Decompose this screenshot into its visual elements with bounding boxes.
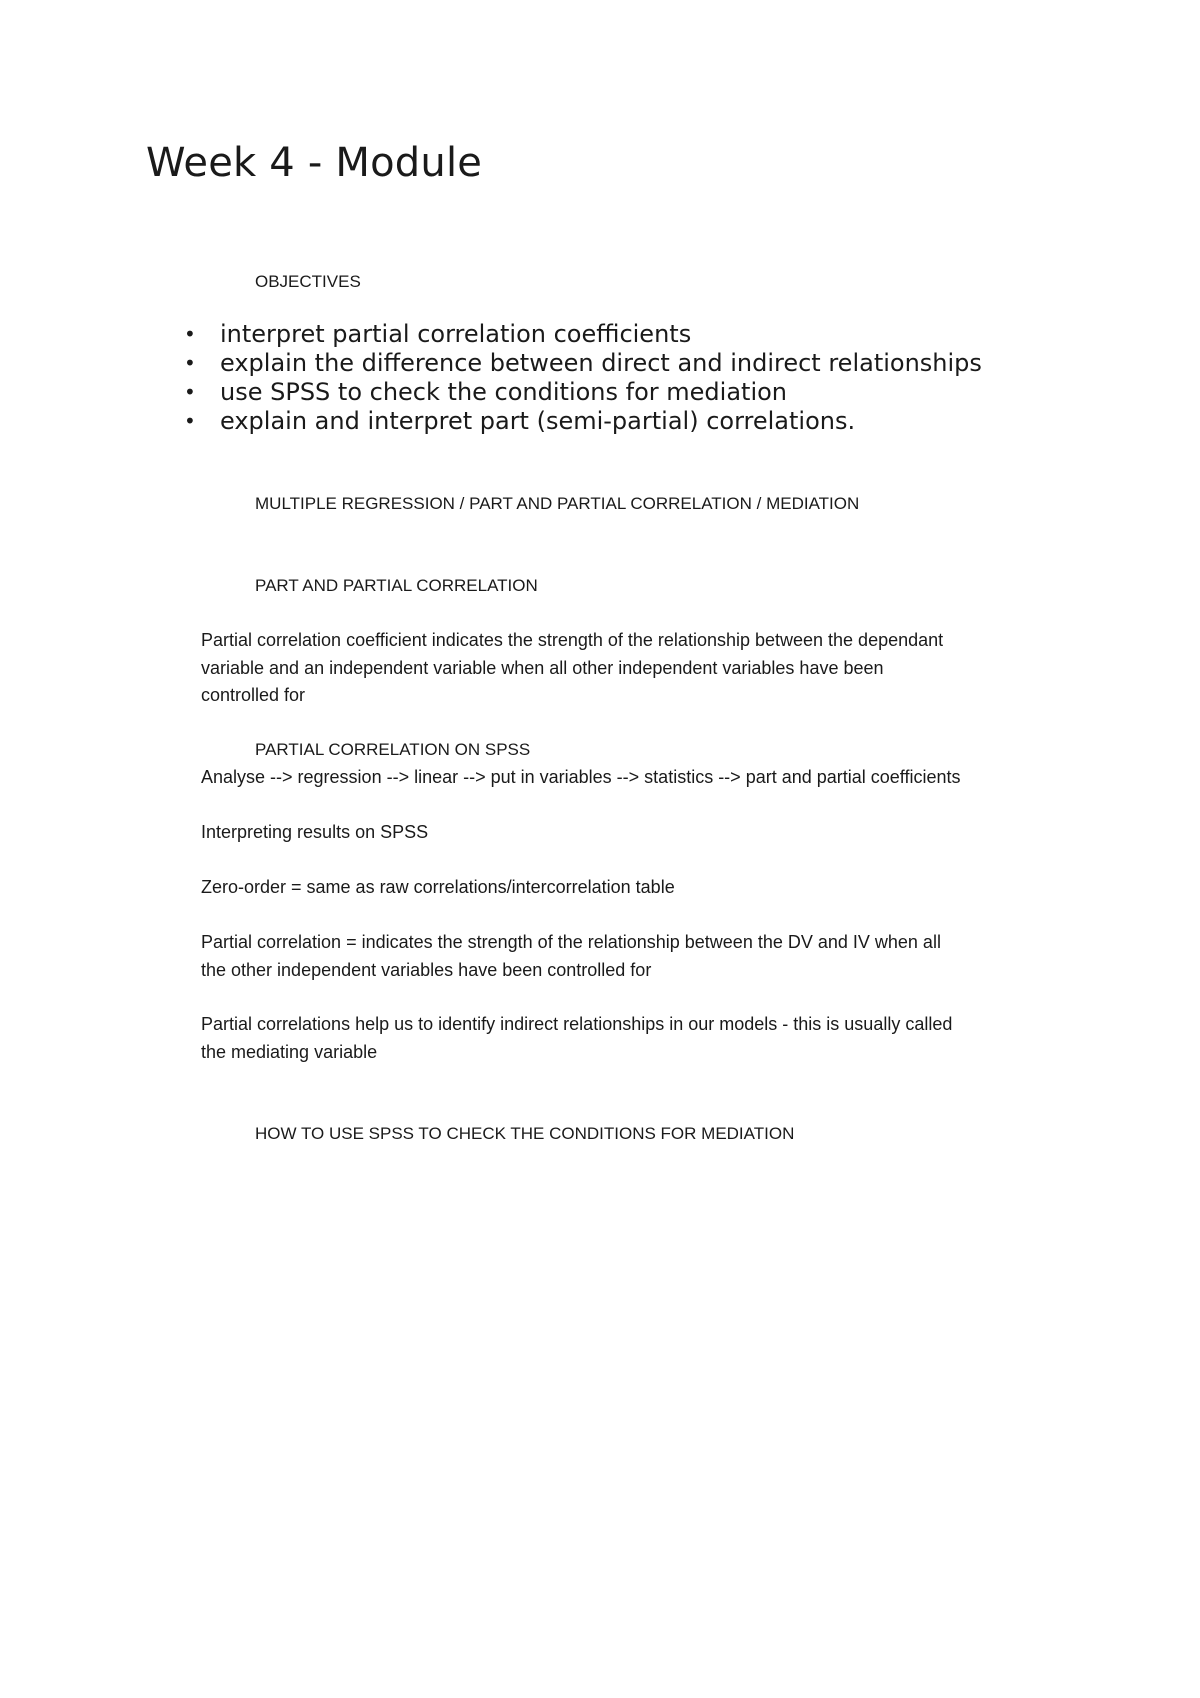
- paragraph-line: Partial correlations help us to identify indirect relationships in our models - this is usually called: [201, 1014, 953, 1034]
- spss-steps-paragraph: [201, 764, 1081, 792]
- objective-text: interpret partial correlation coefficients: [220, 320, 692, 348]
- objective-text: explain and interpret part (semi-partial) correlations.: [220, 407, 856, 435]
- objective-text: explain the difference between direct and indirect relationships: [220, 349, 982, 377]
- mediation-heading: HOW TO USE SPSS TO CHECK THE CONDITIONS FOR MEDIATION: [255, 1124, 795, 1143]
- bullet-icon: •: [184, 380, 196, 404]
- part-partial-heading: PART AND PARTIAL CORRELATION: [255, 576, 538, 595]
- page-title: Week 4 - Module: [146, 140, 483, 186]
- objectives-list: [180, 320, 982, 436]
- bullet-icon: •: [184, 322, 196, 346]
- partial-correlation-paragraph: [201, 929, 1081, 984]
- objective-text: use SPSS to check the conditions for mediation: [220, 378, 787, 406]
- paragraph-line: the other independent variables have been controlled for: [201, 959, 652, 980]
- paragraph-line: controlled for: [201, 685, 306, 705]
- bullet-icon: •: [184, 351, 196, 375]
- paragraph-line: Partial correlation coefficient indicates the strength of the relationship between the dependant: [201, 630, 944, 650]
- spss-heading: PARTIAL CORRELATION ON SPSS: [255, 740, 531, 759]
- paragraph-line: variable and an independent variable when all other independent variables have been: [201, 657, 884, 678]
- topics-heading: MULTIPLE REGRESSION / PART AND PARTIAL CORRELATION / MEDIATION: [255, 494, 860, 513]
- objectives-heading: OBJECTIVES: [255, 272, 361, 291]
- zero-order-paragraph: [201, 874, 1081, 902]
- mediation-note-paragraph: [201, 1011, 1081, 1066]
- paragraph-line: the mediating variable: [201, 1041, 378, 1062]
- list-item: [180, 320, 982, 349]
- partial-definition-paragraph: [201, 627, 1081, 710]
- interpreting-paragraph: [201, 819, 1081, 847]
- paragraph-line: Zero-order = same as raw correlations/intercorrelation table: [201, 877, 675, 897]
- bullet-icon: •: [184, 409, 196, 433]
- list-item: [180, 349, 982, 378]
- list-item: [180, 407, 982, 436]
- list-item: [180, 378, 982, 407]
- paragraph-line: Interpreting results on SPSS: [201, 822, 429, 842]
- paragraph-line: Analyse --> regression --> linear --> put in variables --> statistics --> part and partial coefficients: [201, 767, 961, 787]
- paragraph-line: Partial correlation = indicates the strength of the relationship between the DV and IV when all: [201, 932, 941, 952]
